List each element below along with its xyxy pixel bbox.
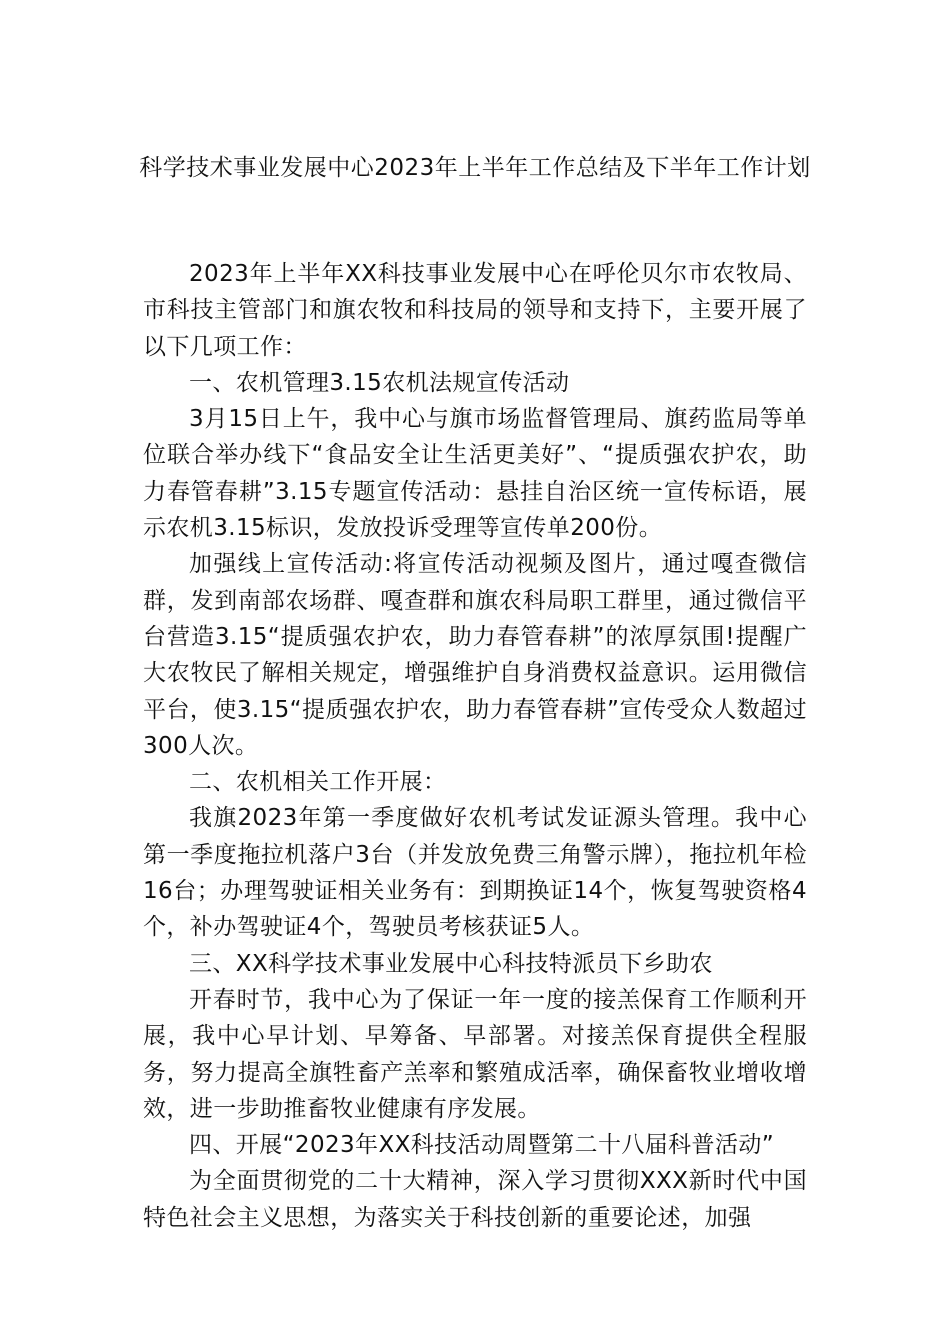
document-body	[143, 256, 807, 1236]
paragraph: 3月15日上午，我中心与旗市场监督管理局、旗药监局等单位联合举办线下“食品安全让生活更美好”、“提质强农护农，助力春管春耕”3.15专题宣传活动：悬挂自治区统一宣传标语，展示农机3.15标识，发放投诉受理等宣传单200份。	[143, 406, 807, 542]
paragraph: 加强线上宣传活动:将宣传活动视频及图片，通过嘎查微信群，发到南部农场群、嘎查群和旗农科局职工群里，通过微信平台营造3.15“提质强农护农，助力春管春耕”的浓厚氛围!提醒广大农牧民了解相关规定，增强维护自身消费权益意识。运用微信平台，使3.15“提质强农护农，助力春管春耕”宣传受众人数超过300人次。	[143, 551, 807, 759]
paragraph: 我旗2023年第一季度做好农机考试发证源头管理。我中心第一季度拖拉机落户3台（并发放免费三角警示牌），拖拉机年检16台；办理驾驶证相关业务有：到期换证14个，恢复驾驶资格4个，补办驾驶证4个，驾驶员考核获证5人。	[143, 805, 807, 941]
section-heading-1: 一、农机管理3.15农机法规宣传活动	[189, 369, 570, 396]
paragraph: 开春时节，我中心为了保证一年一度的接羔保育工作顺利开展，我中心早计划、早筹备、早部署。对接羔保育提供全程服务，努力提高全旗牲畜产羔率和繁殖成活率，确保畜牧业增收增效，进一步助推畜牧业健康有序发展。	[143, 986, 807, 1122]
section-heading-3: 三、XX科学技术事业发展中心科技特派员下乡助农	[189, 950, 713, 977]
document-title: 科学技术事业发展中心2023年上半年工作总结及下半年工作计划	[139, 155, 811, 181]
section-heading-4: 四、开展“2023年XX科技活动周暨第二十八届科普活动”	[189, 1132, 775, 1159]
section-heading-2: 二、农机相关工作开展：	[189, 769, 447, 796]
paragraph: 为全面贯彻党的二十大精神，深入学习贯彻XXX新时代中国特色社会主义思想，为落实关于科技创新的重要论述，加强	[143, 1168, 807, 1231]
paragraph-intro: 2023年上半年XX科技事业发展中心在呼伦贝尔市农牧局、市科技主管部门和旗农牧和科技局的领导和支持下，主要开展了以下几项工作：	[143, 261, 807, 360]
